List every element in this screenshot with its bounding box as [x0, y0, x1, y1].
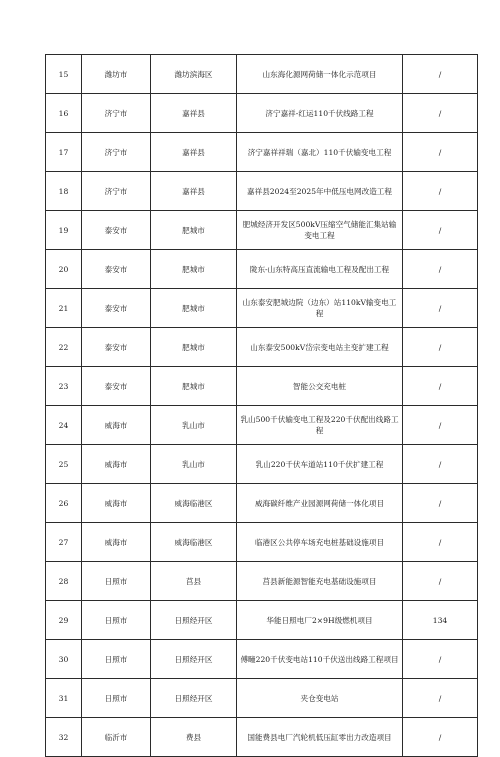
project-name-cell: 济宁嘉祥-红运110千伏线路工程 — [237, 94, 403, 133]
amount-cell: / — [403, 640, 478, 679]
table-row — [46, 679, 478, 718]
table-row — [46, 133, 478, 172]
project-table-body — [46, 55, 478, 757]
row-number-cell: 16 — [46, 94, 82, 133]
row-number-cell: 20 — [46, 250, 82, 289]
county-cell: 嘉祥县 — [151, 172, 237, 211]
city-cell: 潍坊市 — [82, 55, 151, 94]
project-name-cell: 临港区公共停车场充电桩基础设施项目 — [237, 523, 403, 562]
county-cell: 肥城市 — [151, 250, 237, 289]
county-cell: 费县 — [151, 718, 237, 757]
city-cell: 日照市 — [82, 562, 151, 601]
city-cell: 济宁市 — [82, 133, 151, 172]
county-cell: 肥城市 — [151, 211, 237, 250]
project-name-cell: 山东泰安肥城边院（边东）站110kV输变电工程 — [237, 289, 403, 328]
amount-cell: / — [403, 55, 478, 94]
amount-cell: / — [403, 367, 478, 406]
row-number-cell: 18 — [46, 172, 82, 211]
row-number-cell: 24 — [46, 406, 82, 445]
county-cell: 乳山市 — [151, 406, 237, 445]
amount-cell: / — [403, 679, 478, 718]
city-cell: 泰安市 — [82, 250, 151, 289]
project-name-cell: 肥城经济开发区500kV压缩空气储能汇集站输变电工程 — [237, 211, 403, 250]
amount-cell: / — [403, 172, 478, 211]
table-row — [46, 250, 478, 289]
city-cell: 威海市 — [82, 484, 151, 523]
amount-cell: / — [403, 406, 478, 445]
table-row — [46, 640, 478, 679]
project-name-cell: 威海碳纤维产业园源网荷储一体化项目 — [237, 484, 403, 523]
amount-cell: / — [403, 523, 478, 562]
row-number-cell: 28 — [46, 562, 82, 601]
city-cell: 泰安市 — [82, 367, 151, 406]
table-row — [46, 55, 478, 94]
project-name-cell: 华能日照电厂2×9H级燃机项目 — [237, 601, 403, 640]
row-number-cell: 23 — [46, 367, 82, 406]
row-number-cell: 25 — [46, 445, 82, 484]
row-number-cell: 26 — [46, 484, 82, 523]
row-number-cell: 21 — [46, 289, 82, 328]
table-row — [46, 172, 478, 211]
project-name-cell: 夹仓变电站 — [237, 679, 403, 718]
row-number-cell: 22 — [46, 328, 82, 367]
row-number-cell: 31 — [46, 679, 82, 718]
project-name-cell: 济宁嘉祥祥瑞（嘉北）110千伏输变电工程 — [237, 133, 403, 172]
city-cell: 日照市 — [82, 679, 151, 718]
table-row — [46, 601, 478, 640]
project-name-cell: 国能费县电厂汽轮机低压缸零出力改造项目 — [237, 718, 403, 757]
county-cell: 肥城市 — [151, 367, 237, 406]
table-row — [46, 94, 478, 133]
row-number-cell: 30 — [46, 640, 82, 679]
table-row — [46, 211, 478, 250]
project-name-cell: 智能公交充电桩 — [237, 367, 403, 406]
table-row — [46, 484, 478, 523]
amount-cell: / — [403, 250, 478, 289]
city-cell: 泰安市 — [82, 328, 151, 367]
amount-cell: / — [403, 133, 478, 172]
project-name-cell: 莒县新能源智能充电基础设施项目 — [237, 562, 403, 601]
project-name-cell: 陇东-山东特高压直流输电工程及配出工程 — [237, 250, 403, 289]
county-cell: 莒县 — [151, 562, 237, 601]
amount-cell: / — [403, 211, 478, 250]
county-cell: 威海临港区 — [151, 484, 237, 523]
table-row — [46, 718, 478, 757]
city-cell: 泰安市 — [82, 211, 151, 250]
project-table — [45, 54, 478, 757]
row-number-cell: 32 — [46, 718, 82, 757]
county-cell: 潍坊滨海区 — [151, 55, 237, 94]
project-name-cell: 傅疃220千伏变电站110千伏送出线路工程项目 — [237, 640, 403, 679]
county-cell: 日照经开区 — [151, 601, 237, 640]
project-name-cell: 嘉祥县2024至2025年中低压电网改造工程 — [237, 172, 403, 211]
city-cell: 济宁市 — [82, 94, 151, 133]
row-number-cell: 27 — [46, 523, 82, 562]
county-cell: 日照经开区 — [151, 640, 237, 679]
table-row — [46, 367, 478, 406]
amount-cell: / — [403, 94, 478, 133]
project-name-cell: 乳山500千伏输变电工程及220千伏配出线路工程 — [237, 406, 403, 445]
city-cell: 济宁市 — [82, 172, 151, 211]
amount-cell: / — [403, 718, 478, 757]
table-row — [46, 328, 478, 367]
city-cell: 威海市 — [82, 406, 151, 445]
project-name-cell: 乳山220千伏车道站110千伏扩建工程 — [237, 445, 403, 484]
county-cell: 威海临港区 — [151, 523, 237, 562]
amount-cell: / — [403, 289, 478, 328]
amount-cell: / — [403, 484, 478, 523]
amount-cell: / — [403, 562, 478, 601]
city-cell: 威海市 — [82, 445, 151, 484]
county-cell: 乳山市 — [151, 445, 237, 484]
project-name-cell: 山东泰安500kV岱宗变电站主变扩建工程 — [237, 328, 403, 367]
city-cell: 日照市 — [82, 640, 151, 679]
table-row — [46, 289, 478, 328]
table-row — [46, 406, 478, 445]
city-cell: 临沂市 — [82, 718, 151, 757]
row-number-cell: 29 — [46, 601, 82, 640]
amount-cell: / — [403, 328, 478, 367]
table-row — [46, 562, 478, 601]
row-number-cell: 17 — [46, 133, 82, 172]
county-cell: 肥城市 — [151, 328, 237, 367]
city-cell: 泰安市 — [82, 289, 151, 328]
county-cell: 嘉祥县 — [151, 133, 237, 172]
county-cell: 肥城市 — [151, 289, 237, 328]
row-number-cell: 19 — [46, 211, 82, 250]
amount-cell: 134 — [403, 601, 478, 640]
city-cell: 威海市 — [82, 523, 151, 562]
project-name-cell: 山东海化源网荷储一体化示范项目 — [237, 55, 403, 94]
table-row — [46, 523, 478, 562]
amount-cell: / — [403, 445, 478, 484]
county-cell: 日照经开区 — [151, 679, 237, 718]
document-page — [45, 54, 448, 757]
city-cell: 日照市 — [82, 601, 151, 640]
county-cell: 嘉祥县 — [151, 94, 237, 133]
row-number-cell: 15 — [46, 55, 82, 94]
table-row — [46, 445, 478, 484]
